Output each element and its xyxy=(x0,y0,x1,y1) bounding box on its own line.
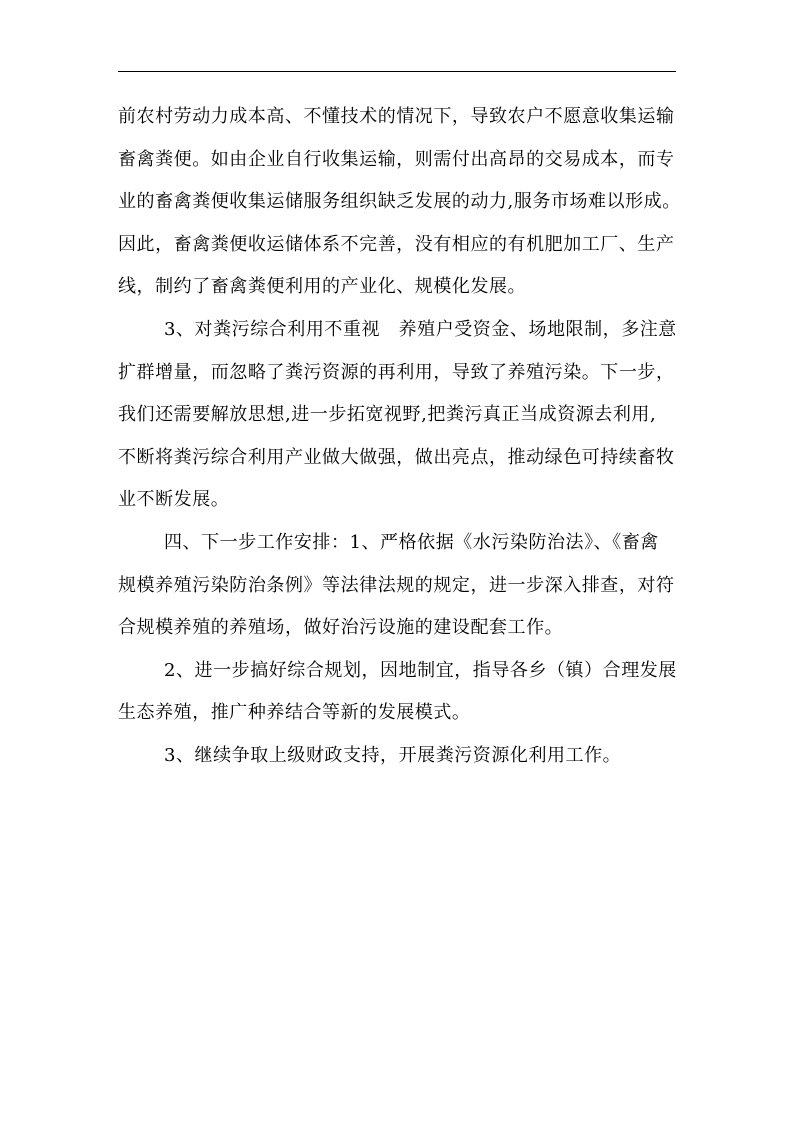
text-line: 规模养殖污染防治条例》等法律法规的规定，进一步深入排查，对符 xyxy=(118,574,675,596)
text-line: 合规模养殖的养殖场，做好治污设施的建设配套工作。 xyxy=(118,617,564,639)
text-line: 畜禽粪便。如由企业自行收集运输，则需付出高昂的交易成本，而专 xyxy=(118,148,675,170)
document-body xyxy=(118,96,684,778)
text-line: 业不断发展。 xyxy=(118,489,230,511)
text-line: 四、下一步工作安排：1、严格依据《水污染防治法》、《畜禽 xyxy=(164,531,659,553)
text-line: 不断将粪污综合利用产业做大做强，做出亮点，推动绿色可持续畜牧 xyxy=(118,446,675,468)
text-line: 3、对粪污综合利用不重视 养殖户受资金、场地限制，多注意 xyxy=(164,318,677,340)
text-line: 扩群增量，而忽略了粪污资源的再利用，导致了养殖污染。下一步， xyxy=(118,361,675,383)
text-line: 因此，畜禽粪便收运储体系不完善，没有相应的有机肥加工厂、生产 xyxy=(118,233,675,255)
header-rule xyxy=(118,71,676,72)
text-line: 2、进一步搞好综合规划，因地制宜，指导各乡（镇）合理发展 xyxy=(164,659,677,681)
text-line: 前农村劳动力成本高、不懂技术的情况下，导致农户不愿意收集运输 xyxy=(118,106,675,127)
text-line: 生态养殖，推广种养结合等新的发展模式。 xyxy=(118,702,471,724)
text-line: 3、继续争取上级财政支持，开展粪污资源化利用工作。 xyxy=(164,744,622,766)
text-line: 线，制约了畜禽粪便利用的产业化、规模化发展。 xyxy=(118,276,527,298)
text-line: 我们还需要解放思想,进一步拓宽视野,把粪污真正当成资源去利用, xyxy=(118,404,657,426)
text-line: 业的畜禽粪便收集运储服务组织缺乏发展的动力,服务市场难以形成。 xyxy=(118,191,681,213)
